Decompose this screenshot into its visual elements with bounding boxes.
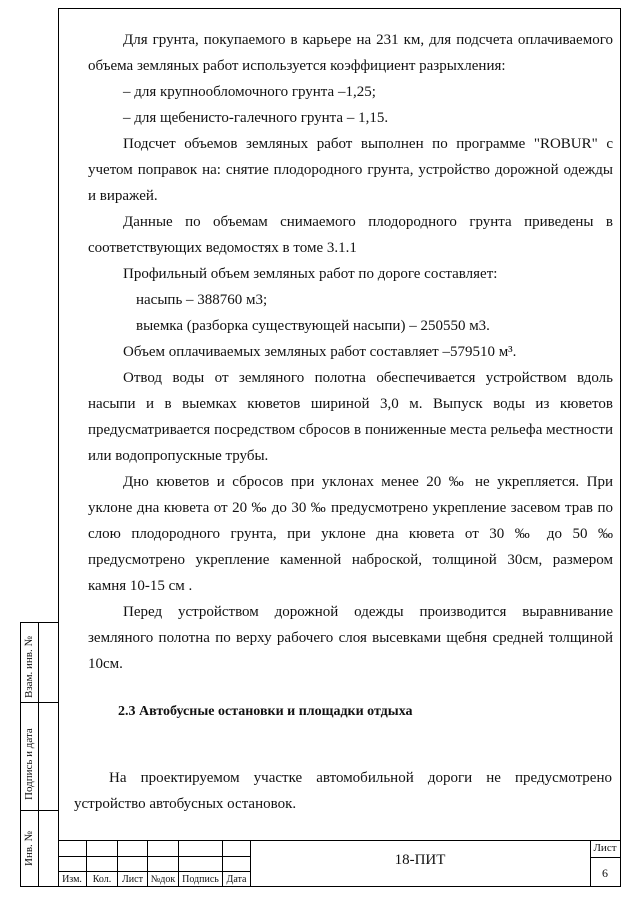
stamp-col-podpis: Подпись [182, 874, 219, 885]
volume-paid: Объем оплачиваемых земляных работ составляет –579510 м³. [123, 344, 517, 360]
stamp-col-list: Лист [122, 874, 143, 885]
side-label-vzam-inv: Взам. инв. № [23, 636, 35, 698]
stamp-top-line [58, 840, 621, 841]
list-item-coarse-soil: – для крупнообломочного грунта –1,25; [123, 84, 376, 100]
side-column-divider-1 [20, 702, 59, 703]
stamp-col-ndok: №док [150, 874, 176, 885]
paragraph-profile-volume: Профильный объем земляных работ по дороге составляет: [123, 266, 498, 282]
paragraph-ditch-reinforcement: Дно кюветов и сбросов при уклонах менее 20 ‰ не укрепляется. При уклоне дна кювета от 20 ‰ до 30 ‰ предусмотрено укрепление засевом трав по слою плодородного грунта, при уклоне дна кювета от 30 ‰ до 50 ‰ предусмотрено укрепление каменной наброской, толщиной 30см, размером камня 10-15 см . [88, 474, 613, 594]
document-code: 18-ПИТ [394, 852, 446, 868]
paragraph-topsoil-volumes: Данные по объемам снимаемого плодородного грунта приведены в соответствующих ведомостях в томе 3.1.1 [88, 214, 613, 256]
frame-top-border [58, 8, 621, 9]
paragraph-drainage: Отвод воды от земляного полотна обеспечивается устройством вдоль насыпи и в выемках кюветов шириной 3,0 м. Выпуск воды из кюветов предусматривается посредством сбросов в пониженные места рельефа местности или водопропускные трубы. [88, 370, 613, 464]
paragraph-no-bus-stops: На проектируемом участке автомобильной дороги не предусмотрено устройство автобусных остановок. [74, 770, 612, 812]
stamp-col-data: Дата [226, 874, 247, 885]
sheet-number: 6 [602, 866, 608, 880]
stamp-col-izm: Изм. [62, 874, 82, 885]
sheet-label: Лист [593, 842, 617, 854]
stamp-sheet-row-line [590, 857, 621, 858]
side-column-inner-line [38, 622, 39, 887]
list-item-gravel-soil: – для щебенисто-галечного грунта – 1,15. [123, 110, 389, 126]
paragraph-robur-calculation: Подсчет объемов земляных работ выполнен по программе "ROBUR" с учетом поправок на: снятие плодородного грунта, устройство дорожной одежды и виражей. [88, 136, 613, 204]
side-column-divider-2 [20, 810, 59, 811]
volume-cut: выемка (разборка существующей насыпи) – 250550 м3. [136, 318, 490, 334]
side-label-podpis-data: Подпись и дата [23, 728, 35, 800]
frame-left-border [58, 8, 59, 887]
paragraph-soil-purchase: Для грунта, покупаемого в карьере на 231 км, для подсчета оплачиваемого объема земляных работ используется коэффициент разрыхления: [88, 32, 613, 74]
frame-bottom-border [20, 886, 621, 887]
side-column-outer-line [20, 622, 21, 887]
paragraph-subgrade-leveling: Перед устройством дорожной одежды производится выравнивание земляного полотна по верху рабочего слоя высевками щебня средней толщиной 10см. [88, 604, 613, 672]
side-column-top-line [20, 622, 59, 623]
stamp-col-kol: Кол. [92, 874, 112, 885]
frame-right-border [620, 8, 621, 887]
side-label-inv: Инв. № [23, 830, 35, 866]
volume-fill: насыпь – 388760 м3; [136, 292, 268, 308]
section-heading-bus-stops: 2.3 Автобусные остановки и площадки отдыха [118, 704, 413, 719]
